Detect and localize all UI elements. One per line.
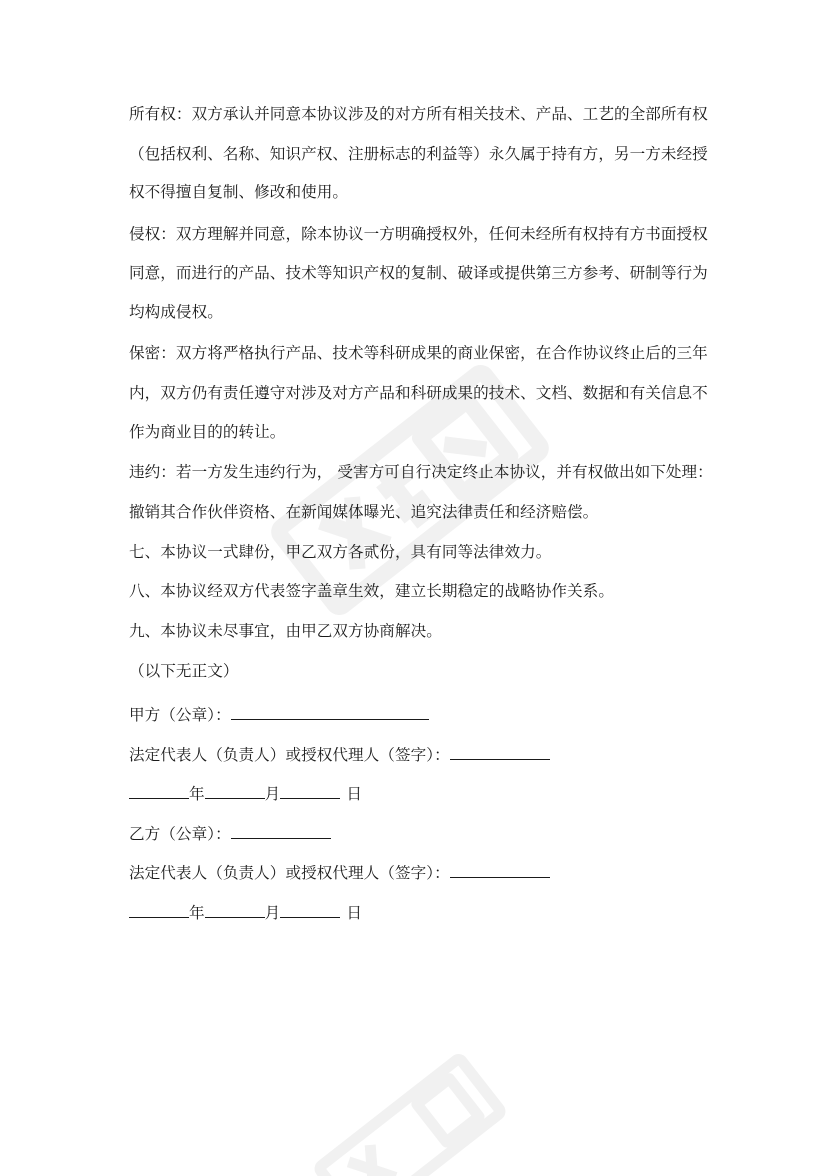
party-b-year-field[interactable] (129, 900, 189, 918)
party-b-date-row (129, 900, 362, 923)
party-a-rep-label: 法定代表人（负责人）或授权代理人（签字）： (129, 746, 450, 764)
party-b-month-label: 月 (264, 904, 281, 922)
confidentiality-line-2: 内，双方仍有责任遵守对涉及对方产品和科研成果的技术、文档、数据和有关信息不 (129, 384, 708, 402)
ownership-line-1: 所有权：双方承认并同意本协议涉及的对方所有相关技术、产品、工艺的全部所有权 (129, 105, 708, 123)
infringement-line-3: 均构成侵权。 (129, 303, 223, 321)
ownership-line-2: （包括权利、名称、知识产权、注册标志的利益等）永久属于持有方，另一方未经授 (129, 145, 708, 163)
breach-line-1: 违约：若一方发生违约行为， 受害方可自行决定终止本协议，并有权做出如下处理： (129, 463, 713, 481)
clause-7: 七、本协议一式肆份，甲乙双方各贰份，具有同等法律效力。 (129, 543, 552, 561)
party-a-day-field[interactable] (280, 781, 340, 799)
infringement-line-2: 同意，而进行的产品、技术等知识产权的复制、破译或提供第三方参考、研制等行为 (129, 264, 708, 282)
party-b-seal-field[interactable] (231, 821, 331, 839)
party-a-seal-field[interactable] (231, 702, 429, 720)
party-a-year-field[interactable] (129, 781, 189, 799)
party-a-year-label: 年 (189, 785, 205, 803)
party-b-day-label: 日 (346, 904, 362, 922)
party-b-rep-row (129, 860, 550, 883)
party-b-seal-label: 乙方（公章）： (129, 825, 231, 843)
ownership-line-3: 权不得擅自复制、修改和使用。 (129, 183, 349, 201)
party-a-month-label: 月 (264, 785, 281, 803)
party-b-day-field[interactable] (280, 900, 340, 918)
party-a-rep-row (129, 742, 550, 765)
party-a-day-label: 日 (346, 785, 362, 803)
party-b-seal-row (129, 821, 331, 844)
clause-8: 八、本协议经双方代表签字盖章生效，建立长期稳定的战略协作关系。 (129, 582, 614, 600)
party-a-signature-field[interactable] (450, 742, 550, 760)
confidentiality-line-1: 保密：双方将严格执行产品、技术等科研成果的商业保密，在合作协议终止后的三年 (129, 344, 708, 362)
party-a-seal-label: 甲方（公章）： (129, 706, 231, 724)
party-a-month-field[interactable] (205, 781, 265, 799)
party-a-seal-row (129, 702, 429, 725)
party-b-signature-field[interactable] (450, 860, 550, 878)
breach-line-2: 撤销其合作伙伴资格、在新闻媒体曝光、追究法律责任和经济赔偿。 (129, 503, 599, 521)
no-more-text-note: （以下无正文） (129, 662, 239, 680)
party-a-date-row (129, 781, 362, 804)
infringement-line-1: 侵权：双方理解并同意，除本协议一方明确授权外，任何未经所有权持有方书面授权 (129, 225, 708, 243)
party-b-month-field[interactable] (205, 900, 265, 918)
watermark-stamp-icon (256, 986, 565, 1176)
party-b-year-label: 年 (189, 904, 205, 922)
clause-9: 九、本协议未尽事宜，由甲乙双方协商解决。 (129, 622, 442, 640)
confidentiality-line-3: 作为商业目的的转让。 (129, 423, 286, 441)
party-b-rep-label: 法定代表人（负责人）或授权代理人（签字）： (129, 864, 450, 882)
watermark-stamp-icon (185, 265, 634, 714)
